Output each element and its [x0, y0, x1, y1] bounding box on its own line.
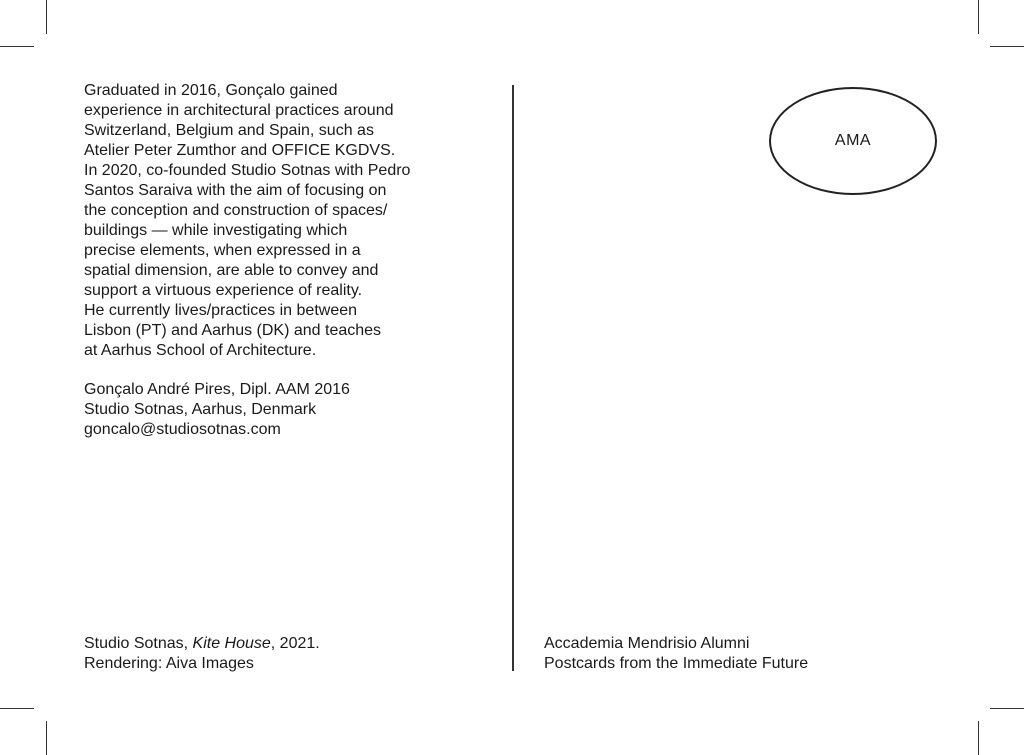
crop-mark — [0, 708, 34, 709]
crop-mark — [46, 0, 47, 34]
postcard-divider — [512, 85, 514, 671]
bio-line: Graduated in 2016, Gonçalo gained — [84, 82, 338, 99]
crop-mark — [978, 721, 979, 755]
stamp-label: AMA — [834, 132, 872, 149]
crop-mark — [990, 46, 1024, 47]
bio-line: support a virtuous experience of reality. — [84, 282, 363, 299]
bio-line: In 2020, co-founded Studio Sotnas with Pedro — [84, 162, 411, 179]
crop-mark — [990, 708, 1024, 709]
crop-mark — [978, 0, 979, 34]
stamp-oval — [769, 87, 937, 195]
rendering-credit: Rendering: Aiva Images — [84, 655, 254, 672]
crop-mark — [0, 46, 34, 47]
work-credit — [84, 634, 320, 654]
series-info — [544, 634, 808, 674]
credit-year: , 2021. — [270, 635, 320, 652]
bio-line: the conception and construction of spaces/ — [84, 202, 388, 219]
bio-line: buildings — while investigating which — [84, 222, 348, 239]
studio-location: Studio Sotnas, Aarhus, Denmark — [84, 401, 317, 418]
bio-line: experience in architectural practices around — [84, 102, 394, 119]
bio-line: spatial dimension, are able to convey and — [84, 262, 379, 279]
series-title: Postcards from the Immediate Future — [544, 655, 809, 672]
bio-line: Lisbon (PT) and Aarhus (DK) and teaches — [84, 322, 382, 339]
author-name: Gonçalo André Pires, Dipl. AAM 2016 — [84, 381, 350, 398]
bio-line: at Aarhus School of Architecture. — [84, 342, 317, 359]
image-credit — [84, 634, 320, 674]
bio-paragraph — [84, 81, 464, 361]
bio-line: precise elements, when expressed in a — [84, 242, 361, 259]
bio-line: Atelier Peter Zumthor and OFFICE KGDVS. — [84, 142, 396, 159]
credit-work-title: Kite House — [192, 635, 271, 652]
series-org: Accademia Mendrisio Alumni — [544, 635, 750, 652]
bio-line: Switzerland, Belgium and Spain, such as — [84, 122, 374, 139]
bio-line: Santos Saraiva with the aim of focusing on — [84, 182, 387, 199]
email-link[interactable]: goncalo@studiosotnas.com — [84, 421, 281, 438]
credit-studio: Studio Sotnas, — [84, 635, 193, 652]
contact-block — [84, 380, 350, 440]
bio-line: He currently lives/practices in between — [84, 302, 358, 319]
crop-mark — [46, 721, 47, 755]
